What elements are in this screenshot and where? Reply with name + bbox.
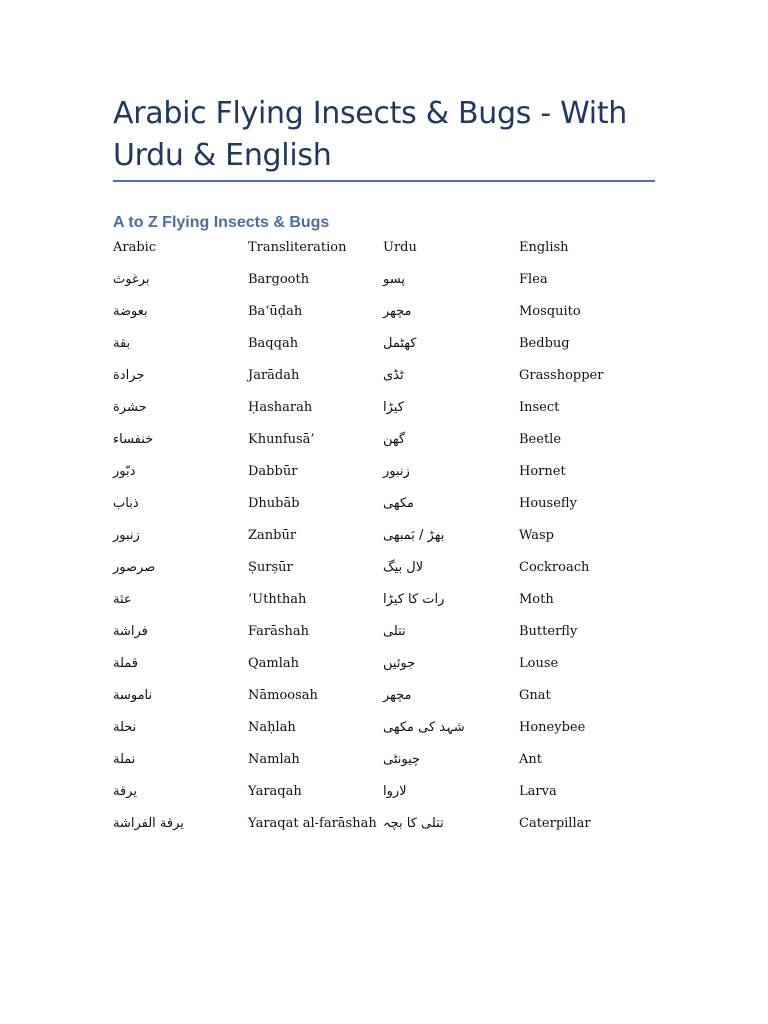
arabic-cell: زنبور <box>113 527 140 543</box>
page-title: Arabic Flying Insects & Bugs - With Urdu & English <box>113 96 628 173</box>
arabic-cell: قملة <box>113 655 139 671</box>
english-cell: Butterfly <box>519 623 578 639</box>
table-row <box>113 679 673 711</box>
column-header-arabic: Arabic <box>113 239 157 255</box>
arabic-cell: نملة <box>113 751 136 767</box>
urdu-cell: ٹڈی <box>383 367 404 383</box>
english-cell: Larva <box>519 783 557 799</box>
table-row <box>113 775 673 807</box>
english-cell: Mosquito <box>519 303 581 319</box>
urdu-cell: تتلی کا بچہ <box>383 815 444 831</box>
arabic-cell: ناموسة <box>113 687 153 703</box>
transliteration-cell: Nāmoosah <box>248 687 318 703</box>
urdu-cell: زنبور <box>383 463 410 479</box>
english-cell: Cockroach <box>519 559 590 575</box>
column-header-urdu: Urdu <box>383 239 417 255</box>
table-row <box>113 455 673 487</box>
urdu-cell: گھن <box>383 431 406 447</box>
english-cell: Grasshopper <box>519 367 604 383</box>
english-cell: Gnat <box>519 687 551 703</box>
english-cell: Honeybee <box>519 719 586 735</box>
table-row <box>113 359 673 391</box>
english-cell: Bedbug <box>519 335 570 351</box>
urdu-cell: مچھر <box>383 303 412 319</box>
urdu-cell: شہد کی مکھی <box>383 719 465 735</box>
table-row <box>113 327 673 359</box>
table-row <box>113 583 673 615</box>
arabic-cell: فراشة <box>113 623 148 639</box>
urdu-cell: کھٹمل <box>383 335 417 351</box>
urdu-cell: جوئیں <box>383 655 416 671</box>
english-cell: Wasp <box>519 527 554 543</box>
urdu-cell: بھڑ / بَمبھی <box>383 527 445 543</box>
table-row <box>113 263 673 295</box>
urdu-cell: چیونٹی <box>383 751 421 767</box>
transliteration-cell: Khunfusā’ <box>248 431 315 447</box>
table-row <box>113 519 673 551</box>
table-header-row <box>113 231 673 263</box>
arabic-cell: يرقة <box>113 783 137 799</box>
table-row <box>113 423 673 455</box>
section-heading: A to Z Flying Insects & Bugs <box>113 214 330 231</box>
table-row <box>113 295 673 327</box>
transliteration-cell: Baʻūḍah <box>248 303 303 319</box>
arabic-cell: جرادة <box>113 367 145 383</box>
transliteration-cell: Dhubāb <box>248 495 300 511</box>
arabic-cell: حشرة <box>113 399 147 415</box>
arabic-cell: خنفساء <box>113 431 154 447</box>
urdu-cell: لاروا <box>383 783 407 799</box>
arabic-cell: عثة <box>113 591 132 607</box>
transliteration-cell: Jarādah <box>248 367 300 383</box>
transliteration-cell: Dabbūr <box>248 463 298 479</box>
arabic-cell: برغوث <box>113 271 150 287</box>
urdu-cell: لال بیگ <box>383 559 424 575</box>
table-body <box>113 263 673 839</box>
transliteration-cell: Bargooth <box>248 271 310 287</box>
transliteration-cell: Yaraqat al-farāshah <box>248 815 377 831</box>
urdu-cell: مچھر <box>383 687 412 703</box>
transliteration-cell: Naḥlah <box>248 719 296 735</box>
english-cell: Hornet <box>519 463 566 479</box>
urdu-cell: پسو <box>383 271 405 287</box>
english-cell: Ant <box>519 751 542 767</box>
table-row <box>113 391 673 423</box>
column-header-english: English <box>519 239 569 255</box>
english-cell: Insect <box>519 399 560 415</box>
arabic-cell: بقة <box>113 335 131 351</box>
table-row <box>113 711 673 743</box>
column-header-transliteration: Transliteration <box>248 239 347 255</box>
transliteration-cell: ʻUththah <box>248 591 307 607</box>
table-row <box>113 807 673 839</box>
arabic-cell: يرقة الفراشة <box>113 815 184 831</box>
vocabulary-table <box>113 231 673 839</box>
arabic-cell: صرصور <box>113 559 156 575</box>
arabic-cell: نحلة <box>113 719 137 735</box>
transliteration-cell: Yaraqah <box>248 783 302 799</box>
transliteration-cell: Farāshah <box>248 623 310 639</box>
arabic-cell: دبّور <box>113 463 136 479</box>
transliteration-cell: Zanbūr <box>248 527 297 543</box>
transliteration-cell: Qamlah <box>248 655 300 671</box>
english-cell: Louse <box>519 655 559 671</box>
english-cell: Caterpillar <box>519 815 591 831</box>
transliteration-cell: Baqqah <box>248 335 299 351</box>
english-cell: Flea <box>519 271 548 287</box>
urdu-cell: تتلی <box>383 623 406 639</box>
english-cell: Housefly <box>519 495 577 511</box>
urdu-cell: مکھی <box>383 495 414 511</box>
arabic-cell: ذباب <box>113 495 139 511</box>
table-row <box>113 615 673 647</box>
arabic-cell: بعوضة <box>113 303 148 319</box>
transliteration-cell: Ṣurṣūr <box>248 559 293 575</box>
table-row <box>113 647 673 679</box>
english-cell: Moth <box>519 591 554 607</box>
english-cell: Beetle <box>519 431 562 447</box>
urdu-cell: کیڑا <box>383 399 404 415</box>
table-row <box>113 551 673 583</box>
transliteration-cell: Ḥasharah <box>248 399 313 415</box>
title-divider <box>113 180 655 182</box>
urdu-cell: رات کا کیڑا <box>383 591 445 607</box>
table-row <box>113 487 673 519</box>
table-row <box>113 743 673 775</box>
transliteration-cell: Namlah <box>248 751 300 767</box>
